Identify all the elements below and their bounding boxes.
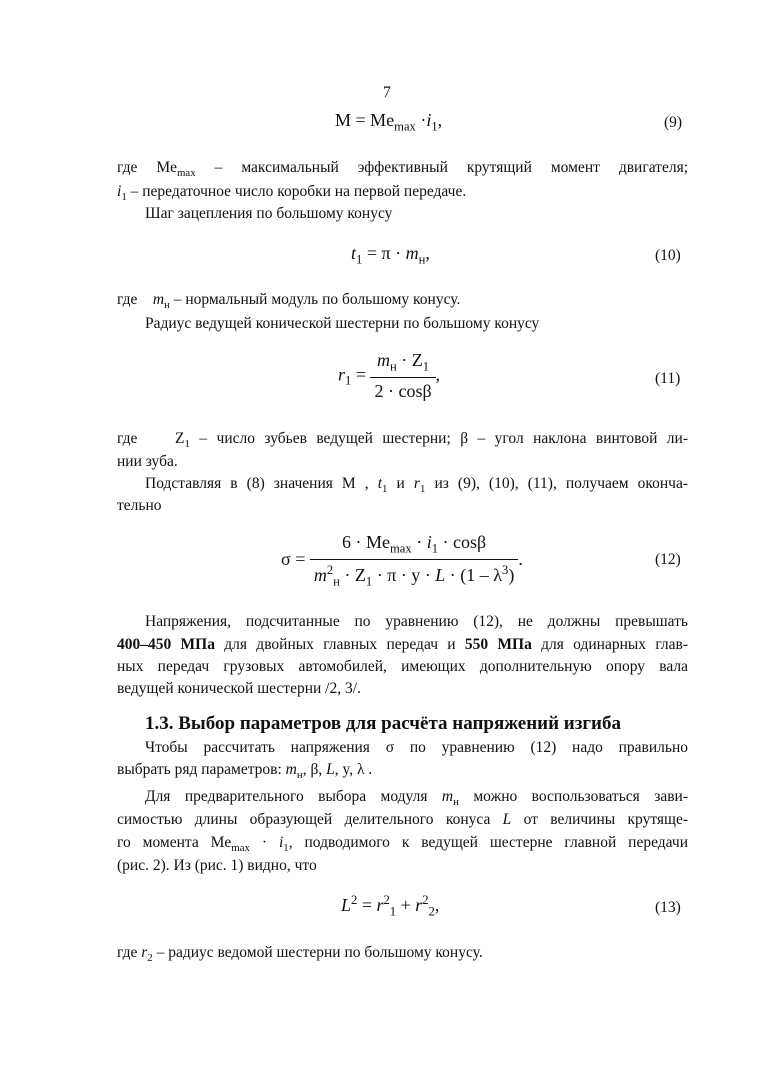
paragraph-line: Для предварительного выбора модуля $m_н$ можно воспользоваться зави- xyxy=(145,788,688,808)
paragraph-line: симостью длины образующей делительного конуса L от величины крутяще- xyxy=(117,811,688,828)
equation-10: $t_1 = \pi \cdot m_н$, xyxy=(351,243,430,267)
equation-13: $L^2 = r^2_1 + r^2_2$, xyxy=(341,893,440,919)
paragraph-line: 400–450 МПа для двойных главных передач и 550 МПа для одинарных глав- xyxy=(117,636,689,653)
paragraph-line: Чтобы рассчитать напряжения σ по уравнению (12) надо правильно xyxy=(145,739,688,756)
paragraph-line: Напряжения, подсчитанные по уравнению (12), не должны превышать xyxy=(145,613,688,630)
equation-10-number: (10) xyxy=(655,247,681,264)
equation-9: $M = Me_{max} \cdot i_1$, xyxy=(335,110,443,134)
paragraph-line: где $Me_{max}$ – максимальный эффективный крутящий момент двигателя; xyxy=(117,159,689,179)
paragraph-line: (рис. 2). Из (рис. 1) видно, что xyxy=(117,857,317,874)
paragraph-line: го момента $Me_{max} \cdot i_1$, подводимого к ведущей шестерне главной передачи xyxy=(117,834,688,854)
paragraph-line: выбрать ряд параметров: $m_н$, β, L, y, λ . xyxy=(117,761,373,781)
paragraph-line: где $Z_1$ – число зубьев ведущей шестерни; β – угол наклона винтовой ли- xyxy=(117,430,688,450)
paragraph-line: Шаг зацепления по большому конусу xyxy=(145,205,393,222)
equation-9-number: (9) xyxy=(664,114,683,131)
equation-11: $r_1$ = $\frac{m_н \cdot Z_1}{2 \cdot \cos\beta}$ , xyxy=(338,350,441,402)
paragraph-line: Радиус ведущей конической шестерни по большому конусу xyxy=(145,315,540,332)
paragraph-line: тельно xyxy=(117,497,162,514)
page-number: 7 xyxy=(383,84,391,101)
equation-13-number: (13) xyxy=(655,899,681,916)
fraction: $\frac{m_н \cdot Z_1}{2 \cdot \cos\beta}$ xyxy=(370,350,435,402)
paragraph-line: $i_1$ – передаточное число коробки на первой передаче. xyxy=(117,183,467,203)
fraction: $\frac{6 \cdot Me_{max} \cdot i_1 \cdot \cos\beta}{m^2_н \cdot Z_1 \cdot \pi \cdot y \cdot L \cdot (1 - \lambda^3)}$ xyxy=(310,532,518,590)
equation-12: σ = $\frac{6 \cdot Me_{max} \cdot i_1 \cdot \cos\beta}{m^2_н \cdot Z_1 \cdot \pi \cdot y \cdot L \cdot (1 - \lambda^3)}$ . xyxy=(281,532,523,589)
section-heading: 1.3. Выбор параметров для расчёта напряжений изгиба xyxy=(145,713,621,734)
paragraph-line: ных передач грузовых автомобилей, имеющих дополнительную опору вала xyxy=(117,658,688,675)
paragraph-line: ведущей конической шестерни /2, 3/. xyxy=(117,680,361,697)
equation-12-number: (12) xyxy=(655,551,681,568)
paragraph-line: где $r_2$ – радиус ведомой шестерни по большому конусу. xyxy=(117,944,483,964)
paragraph-line: Подставляя в (8) значения М , $t_1$ и $r_1$ из (9), (10), (11), получаем оконча- xyxy=(145,475,689,495)
paragraph-line: нии зуба. xyxy=(117,453,178,470)
equation-11-number: (11) xyxy=(655,370,681,387)
paragraph-line: где $m_н$ – нормальный модуль по большому конусу. xyxy=(117,291,461,311)
